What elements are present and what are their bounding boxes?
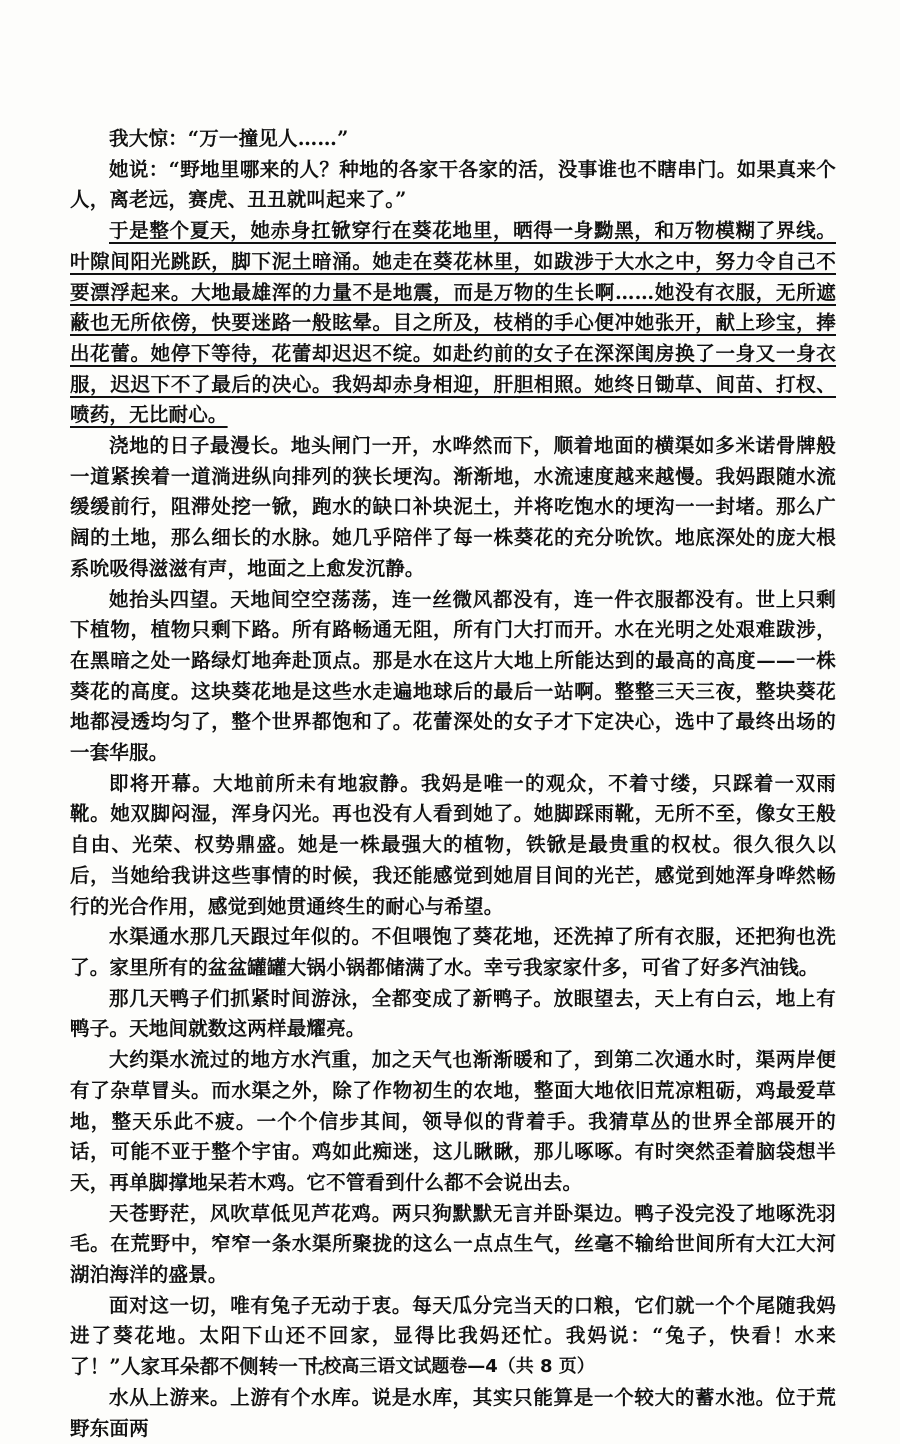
paragraph: 水从上游来。上游有个水库。说是水库，其实只能算是一个较大的蓄水池。位于荒野东面两: [70, 1385, 836, 1440]
paragraph: 浇地的日子最漫长。地头闸门一开，水哗然而下，顺着地面的横渠如多米诺骨牌般一道紧挨着一道淌进纵向排列的狭长埂沟。渐渐地，水流速度越来越慢。我妈跟随水流缓缓前行，阻滞处挖一锨，跑水的缺口补块泥土，并将吃饱水的埂沟一一封堵。那么广阔的土地，那么细长的水脉。她几乎陪伴了每一株葵花的充分吮饮。地底深处的庞大根系吮吸得滋滋有声，地面之上愈发沉静。: [70, 434, 836, 580]
paragraph: 即将开幕。大地前所未有地寂静。我妈是唯一的观众，不着寸缕，只踩着一双雨靴。她双脚闷湿，浑身闪光。再也没有人看到她了。她脚踩雨靴，无所不至，像女王般自由、光荣、权势鼎盛。她是一株最强大的植物，铁锨是最贵重的权杖。很久很久以后，当她给我讲这些事情的时候，我还能感觉到她眉目间的光芒，感觉到她浑身哗然畅行的光合作用，感觉到她贯通终生的耐心与希望。: [70, 771, 836, 918]
paragraph: 天苍野茫，风吹草低见芦花鸡。两只狗默默无言并卧渠边。鸭子没完没了地啄洗羽毛。在荒野中，窄窄一条水渠所聚拢的这么一点点生气，丝毫不输给世间所有大江大河湖泊海洋的盛景。: [70, 1201, 836, 1287]
paragraph: 那几天鸭子们抓紧时间游泳，全都变成了新鸭子。放眼望去，天上有白云，地上有鸭子。天地间就数这两样最耀亮。: [70, 986, 836, 1041]
paragraph: 水渠通水那几天跟过年似的。不但喂饱了葵花地，还洗掉了所有衣服，还把狗也洗了。家里所有的盆盆罐罐大锅小锅都储满了水。幸亏我家家什多，可省了好多汽油钱。: [70, 925, 836, 979]
passage-body: [70, 124, 836, 1444]
paragraph: 她抬头四望。天地间空空荡荡，连一丝微风都没有，连一件衣服都没有。世上只剩下植物，植物只剩下路。所有路畅通无阻，所有门大打而开。水在光明之处艰难跋涉，在黑暗之处一路绿灯地奔赴顶点。那是水在这片大地上所能达到的最高的高度——一株葵花的高度。这块葵花地是这些水走遍地球后的最后一站啊。整整三天三夜，整块葵花地都浸透均匀了，整个世界都饱和了。花蕾深处的女子才下定决心，选中了最终出场的一套华服。: [70, 587, 836, 765]
page-footer: 十校高三语文试题卷—4（共 8 页）: [305, 1356, 595, 1377]
paragraph: 我大惊：“万一撞见人……”: [109, 127, 349, 150]
underlined-paragraph: 于是整个夏天，她赤身扛锨穿行在葵花地里，晒得一身黝黑，和万物模糊了界线。叶隙间阳光跳跃，脚下泥土暗涌。她走在葵花林里，如跋涉于大水之中，努力令自己不要漂浮起来。大地最雄浑的力量不是地震，而是万物的生长啊……她没有衣服，无所遮蔽也无所依傍，快要迷路一般眩晕。目之所及，枝梢的手心便冲她张开，献上珍宝，捧出花蕾。她停下等待，花蕾却迟迟不绽。如赴约前的女子在深深闺房换了一身又一身衣服，迟迟下不了最后的决心。我妈却赤身相迎，肝胆相照。她终日锄草、间苗、打杈、喷药，无比耐心。: [70, 219, 836, 427]
paragraph: 她说：“野地里哪来的人？种地的各家干各家的活，没事谁也不瞎串门。如果真来个人，离老远，赛虎、丑丑就叫起来了。”: [70, 157, 836, 212]
paragraph: 大约渠水流过的地方水汽重，加之天气也渐渐暖和了，到第二次通水时，渠两岸便有了杂草冒头。而水渠之外，除了作物初生的农地，整面大地依旧荒凉粗砺，鸡最爱草地，整天乐此不疲。一个个信步其间，领导似的背着手。我猜草丛的世界全部展开的话，可能不亚于整个宇宙。鸡如此痴迷，这儿瞅瞅，那儿啄啄。有时突然歪着脑袋想半天，再单脚撑地呆若木鸡。它不管看到什么都不会说出去。: [70, 1048, 836, 1194]
paragraph: 面对这一切，唯有兔子无动于衷。每天瓜分完当天的口粮，它们就一个个尾随我妈进了葵花地。太阳下山还不回家，显得比我妈还忙。我妈说：“兔子，快看！水来了！”人家耳朵都不侧转一下。: [70, 1293, 836, 1379]
